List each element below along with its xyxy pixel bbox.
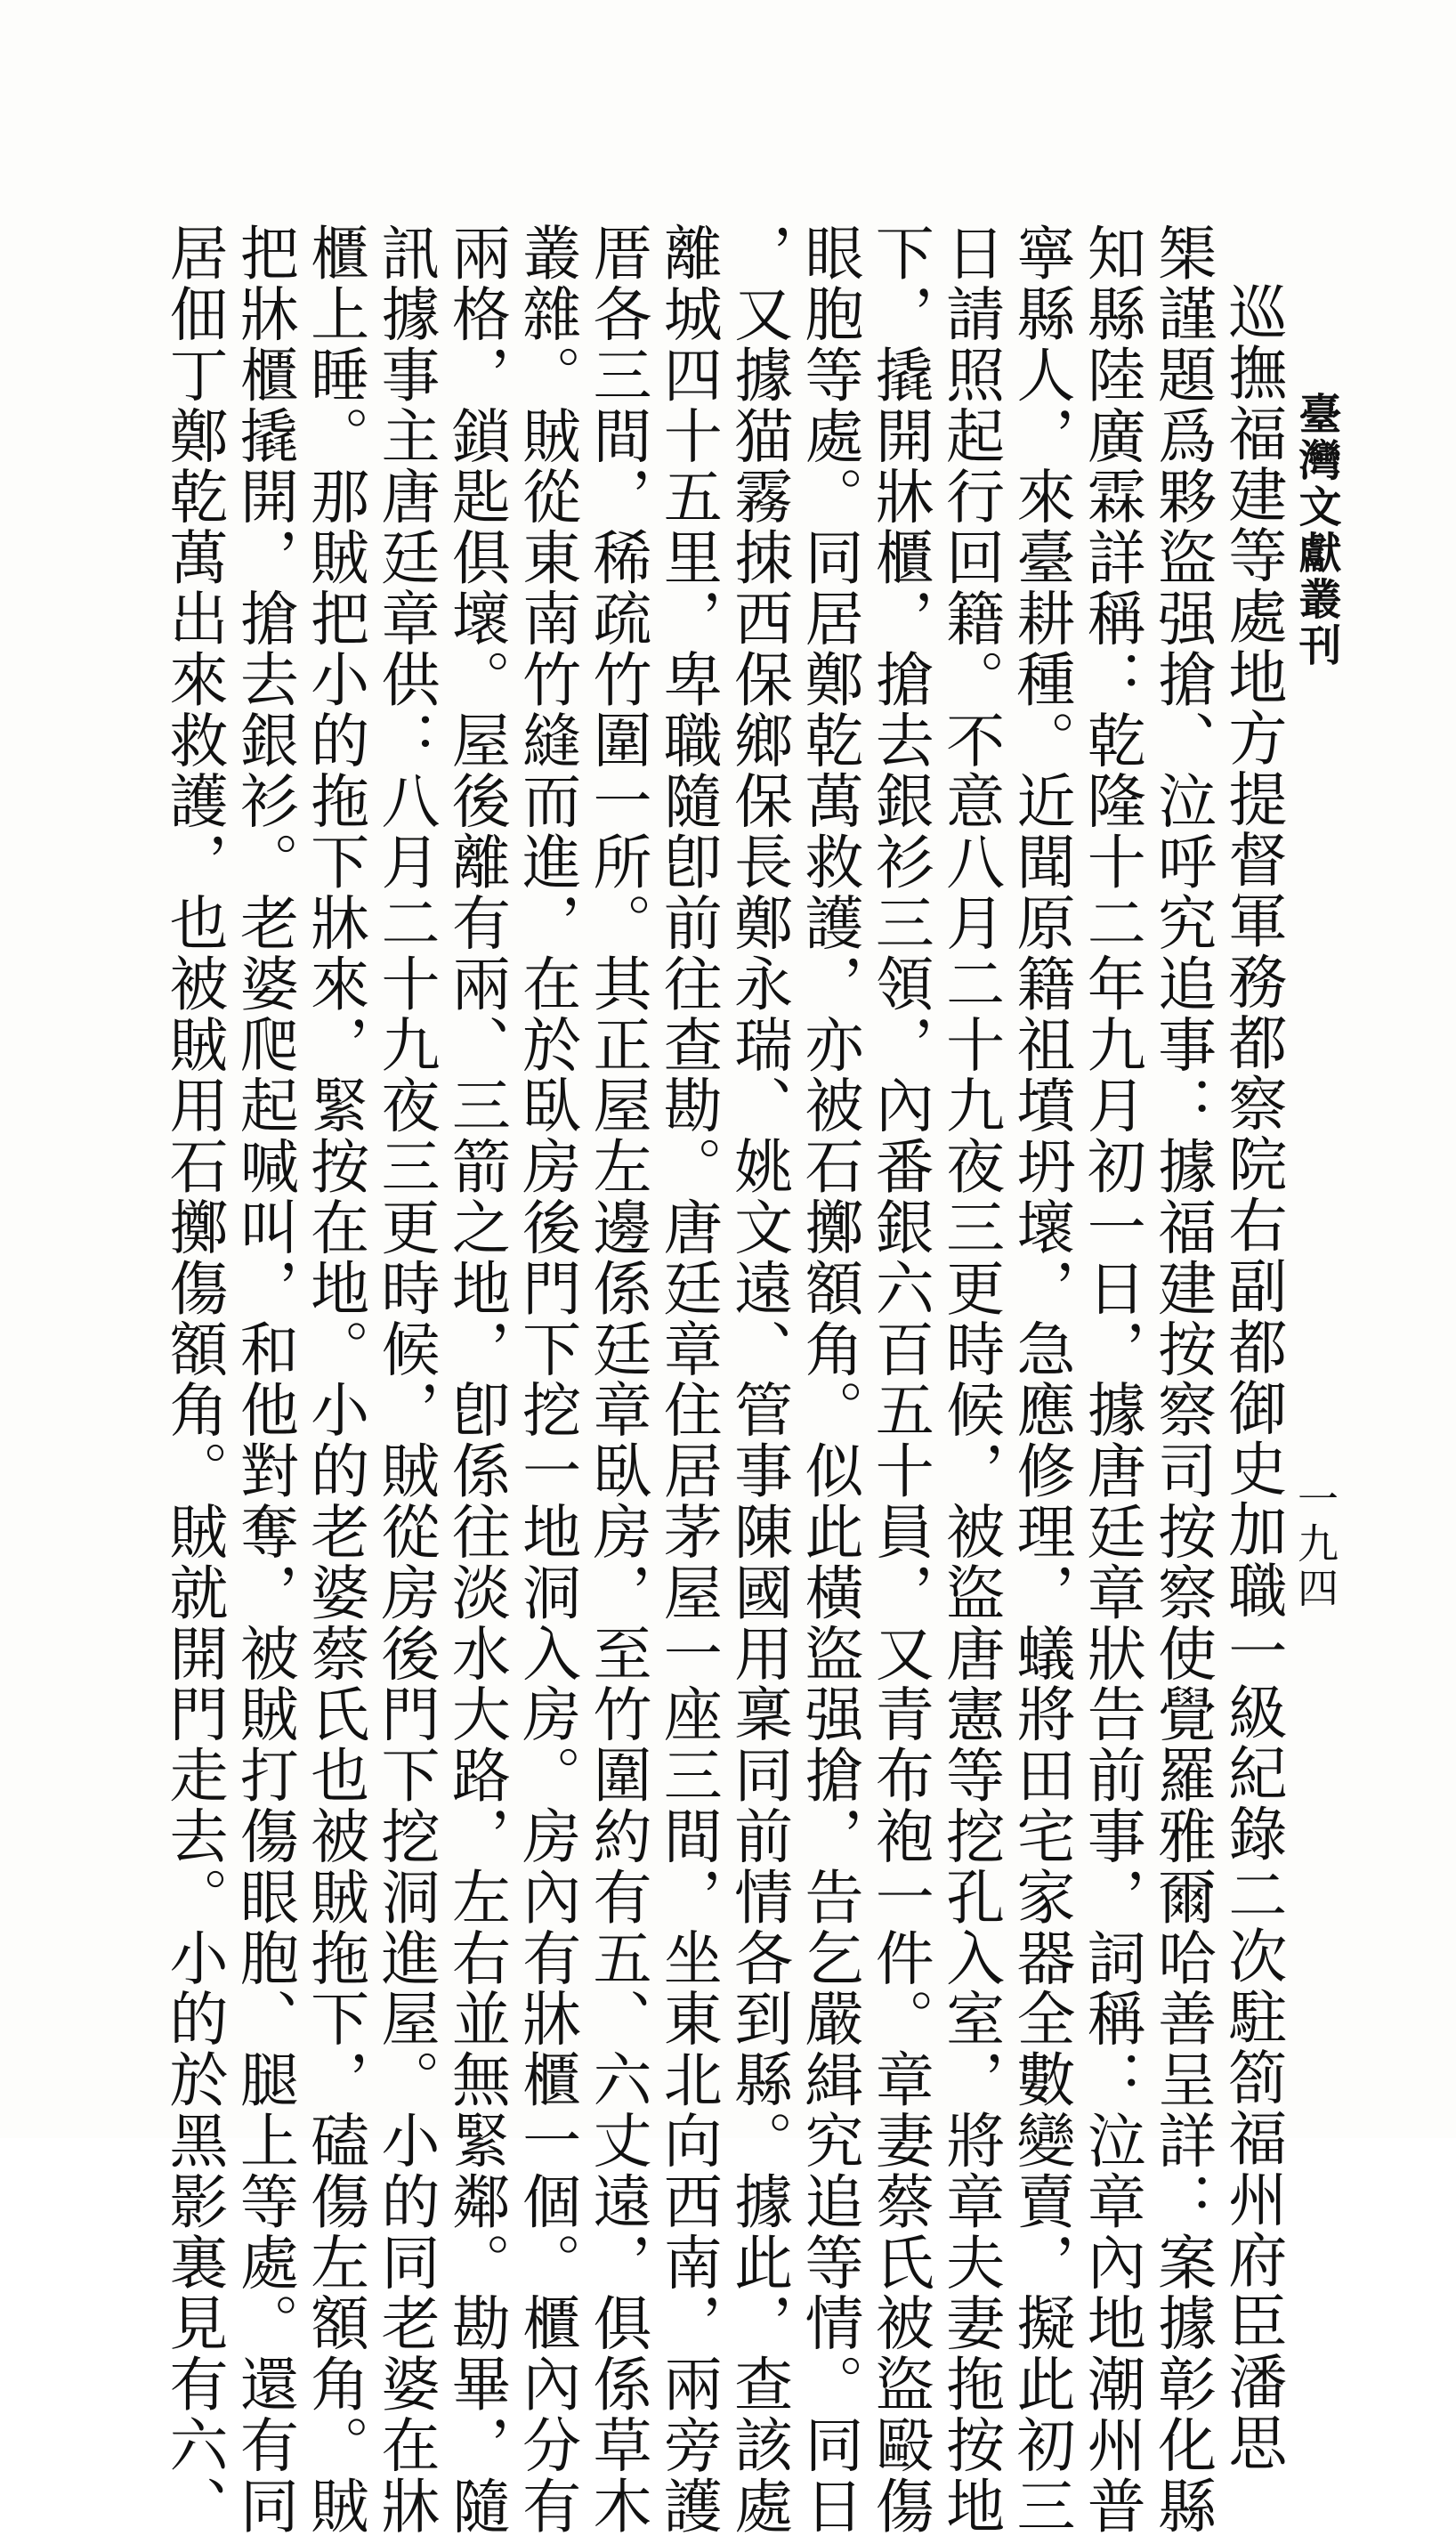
- text-column: 離城四十五里，卑職隨卽前往查勘。唐廷章住居茅屋一座三間，坐東北向西南，兩旁護: [653, 223, 723, 2536]
- text-column: ，又據猫霧拺西保鄉保長鄭永瑞、姚文遠、管事陳國用稟同前情各到縣。據此，查該處: [724, 223, 793, 2536]
- body-text: [159, 223, 1287, 2536]
- text-column: 榘謹題爲夥盜强搶、泣呼究追事：據福建按察司按察使覺羅雅爾哈善呈詳：案據彰化縣: [1147, 223, 1217, 2536]
- running-title: 臺灣文獻叢刊: [1291, 392, 1341, 669]
- text-column: 眼胞等處。同居鄭乾萬救護，亦被石擲額角。似此橫盜强搶，告乞嚴緝究追等情。同日: [794, 223, 863, 2536]
- text-column: 居佃丁鄭乾萬出來救護，也被賊用石擲傷額角。賊就開門走去。小的於黑影裏見有六、: [159, 223, 228, 2536]
- text-column: 厝各三間，稀疏竹圍一所。其正屋左邊係廷章臥房，至竹圍約有五、六丈遠，俱係草木: [582, 223, 651, 2536]
- text-column: 兩格，鎖匙俱壞。屋後離有兩、三箭之地，卽係往淡水大路，左右並無緊鄰。勘畢，隨: [441, 223, 511, 2536]
- text-column: 日請照起行回籍。不意八月二十九夜三更時候，被盜唐憲等挖孔入室，將章夫妻拖按地: [935, 223, 1005, 2536]
- text-column: 叢雜。賊從東南竹縫而進，在於臥房後門下挖一地洞入房。房內有牀櫃一個。櫃內分有: [512, 223, 581, 2536]
- text-column: 下，撬開牀櫃，搶去銀衫三領，內番銀六百五十員，又青布袍一件。章妻蔡氏被盜毆傷: [865, 223, 934, 2536]
- text-column: 寧縣人，來臺耕種。近聞原籍祖墳坍壞，急應修理，蟻將田宅家器全數變賣，擬此初三: [1006, 223, 1075, 2536]
- text-column: 巡撫福建等處地方提督軍務都察院右副都御史加職一級紀錄二次駐箚福州府臣潘思: [1217, 281, 1287, 2474]
- text-column: 把牀櫃撬開，搶去銀衫。老婆爬起喊叫，和他對奪，被賊打傷眼胞、腿上等處。還有同: [230, 223, 299, 2536]
- page-number: 一九四: [1291, 1478, 1339, 1611]
- text-column: 知縣陸廣霖詳稱：乾隆十二年九月初一日，據唐廷章狀告前事，詞稱：泣章內地潮州普: [1077, 223, 1146, 2536]
- text-column: 訊據事主唐廷章供：八月二十九夜三更時候，賊從房後門下挖洞進屋。小的同老婆在牀: [370, 223, 440, 2536]
- text-column: 櫃上睡。那賊把小的拖下牀來，緊按在地。小的老婆蔡氏也被賊拖下，磕傷左額角。賊: [300, 223, 369, 2536]
